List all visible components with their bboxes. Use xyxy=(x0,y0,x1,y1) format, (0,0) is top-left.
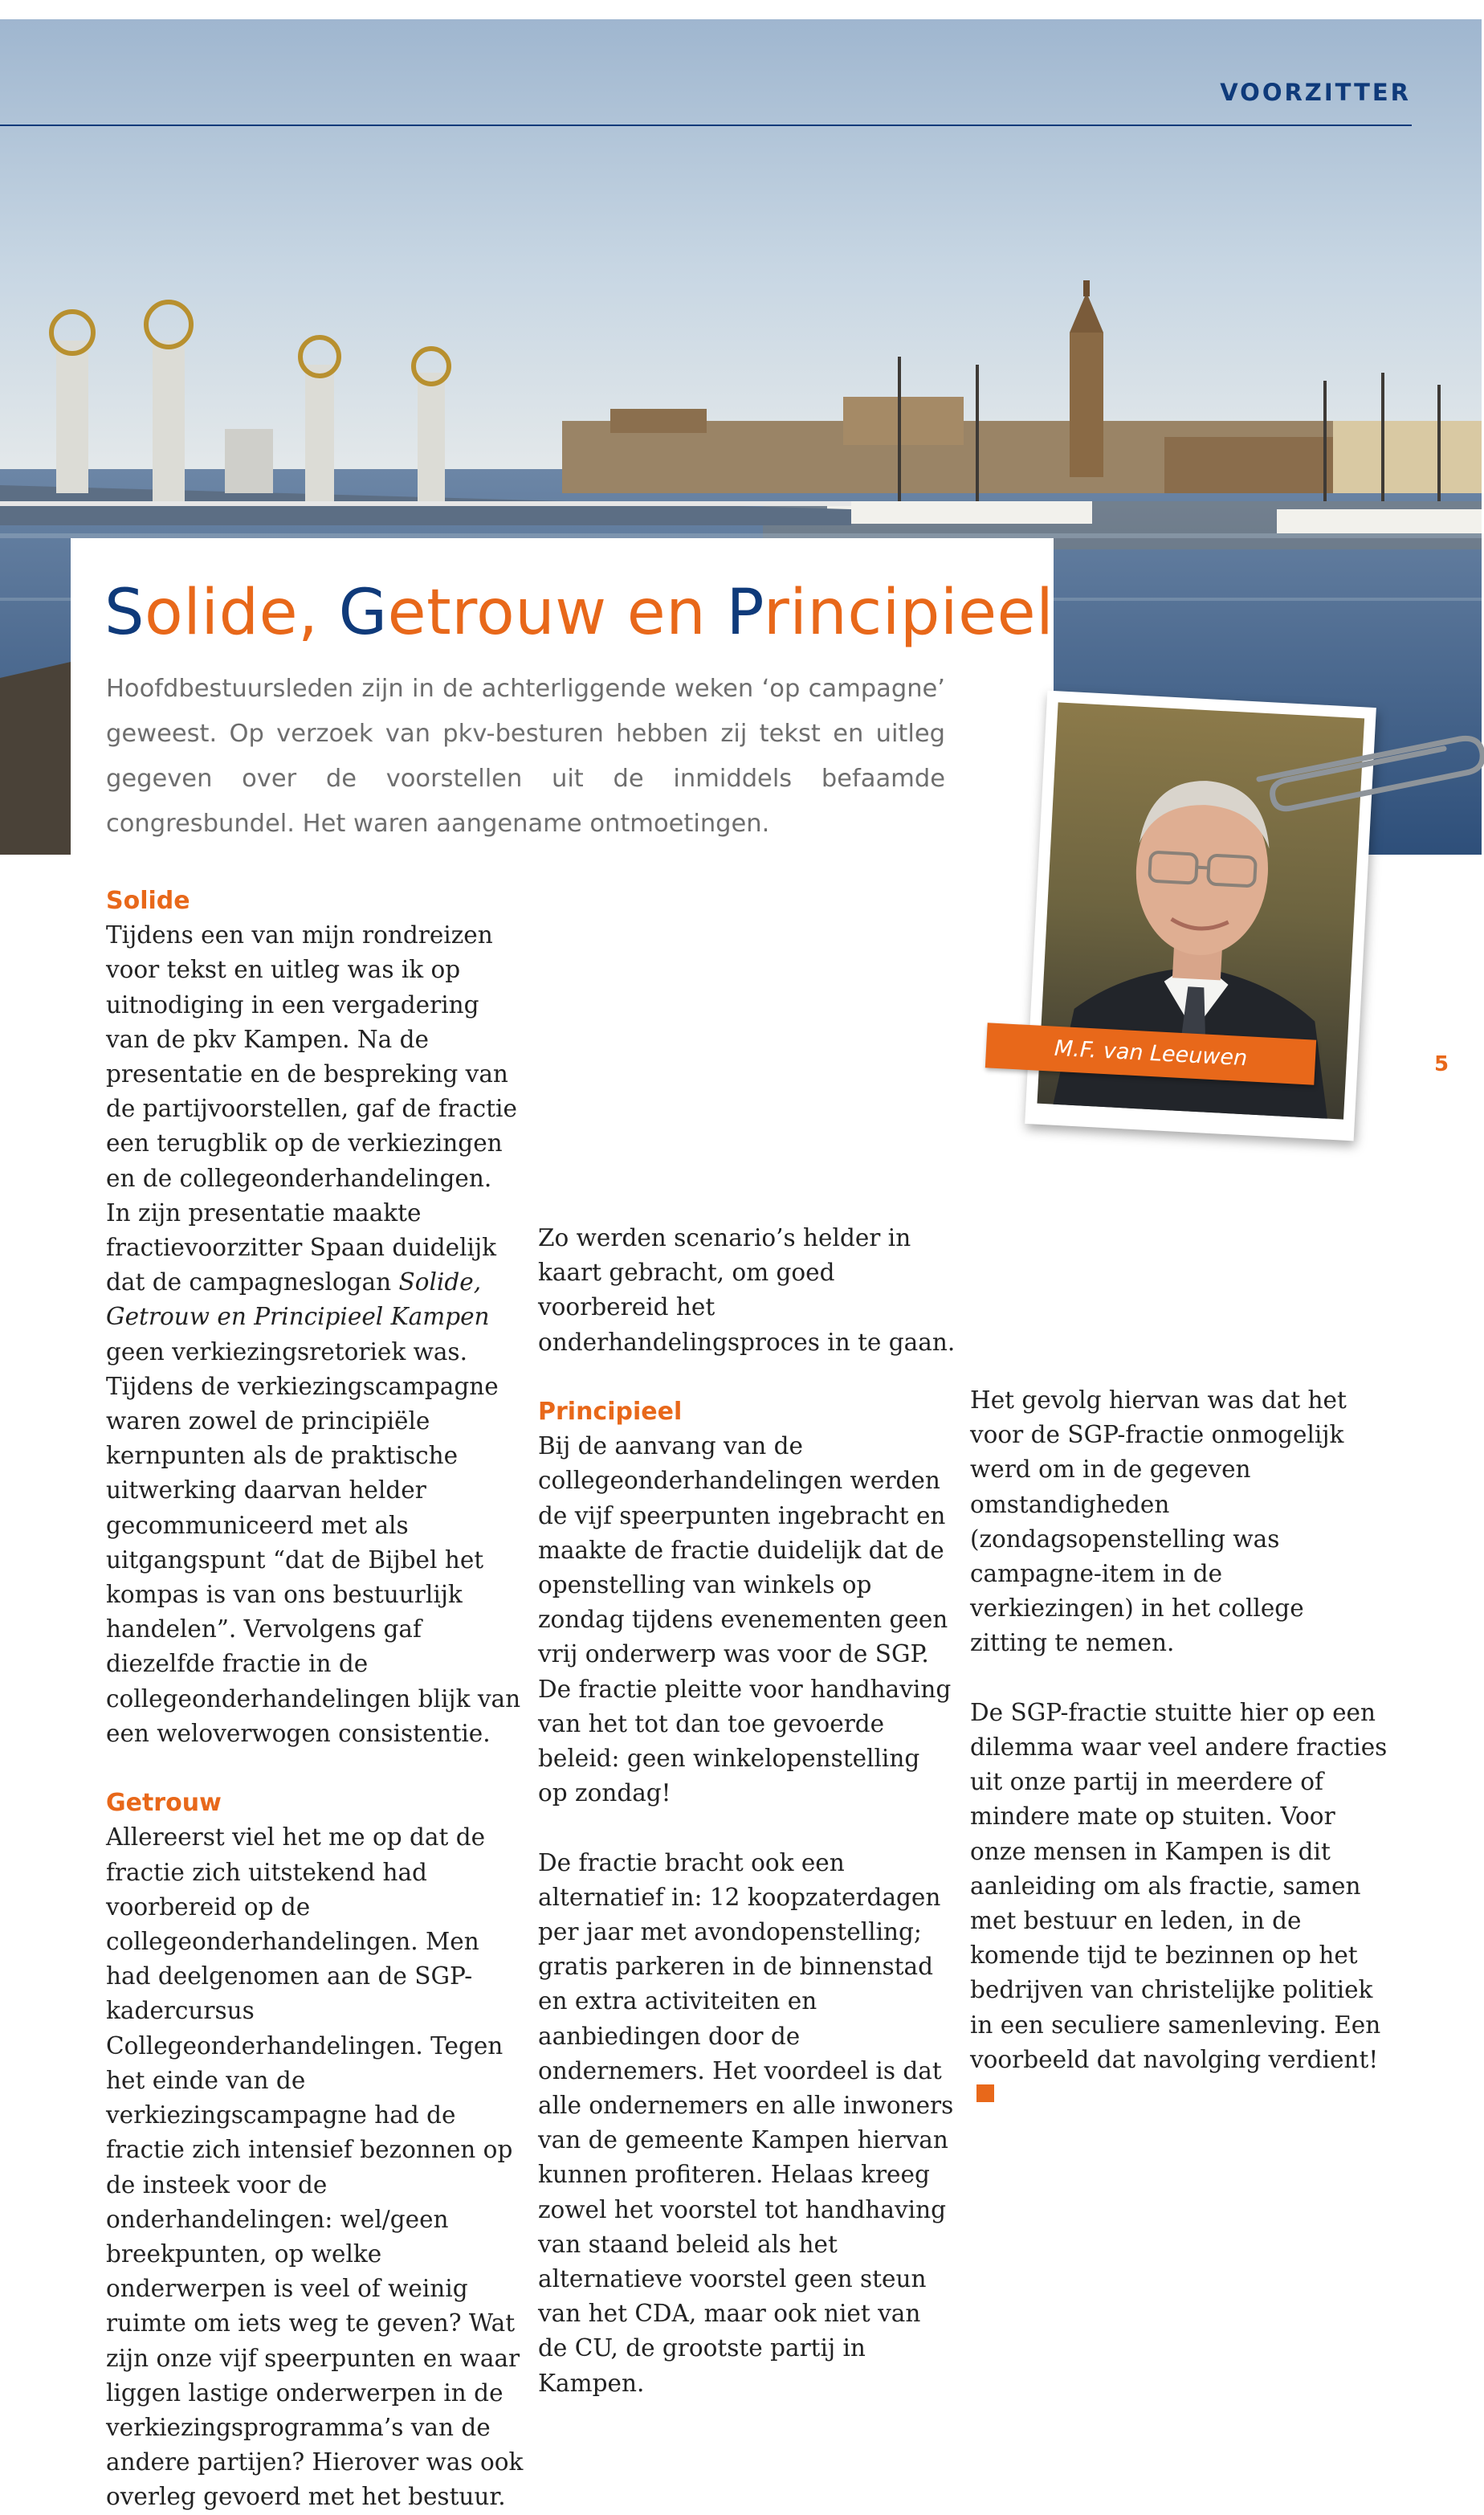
paperclip-icon xyxy=(1243,723,1484,827)
heading-getrouw: Getrouw xyxy=(106,1789,222,1818)
heading-solide: Solide xyxy=(106,887,190,915)
body-column-1 xyxy=(106,884,524,2511)
paragraph-principieel-3: Het gevolg hiervan was dat het voor de SGP-fractie onmogelijk werd om in de gegeven omstandigheden (zondagsopenstelling was campagne-item in de verkiezingen) in het college zitting te nemen. xyxy=(970,1386,1347,1657)
paragraph-solide: Tijdens een van mijn rondreizen voor tekst en uitleg was ik op uitnodiging in een vergadering van de pkv Kampen. Na de presentatie en de bespreking van de partijvoorstellen, gaf de fractie een terugblik op de verkiezingen en de collegeonderhandelingen. In zijn presentatie maakte fractievoorzitter Spaan duidelijk dat de campagneslogan Solide, Getrouw en Principieel Kampen geen verkiezingsretoriek was. Tijdens de verkiezingscampagne waren zowel de principiële kernpunten als de praktische uitwerking daarvan helder gecommuniceerd met als uitgangspunt “dat de Bijbel het kompas is van ons bestuurlijk handelen”. Vervolgens gaf diezelfde fractie in de collegeonderhandelingen blijk van een weloverwogen consistentie. xyxy=(106,921,521,1747)
paragraph-principieel-2: De fractie bracht ook een alternatief in: 12 koopzaterdagen per jaar met avondopenstelling; gratis parkeren in de binnenstad en extra activiteiten en aanbiedingen door de ondernemers. Het voordeel is dat alle ondernemers en alle inwoners van de gemeente Kampen hiervan kunnen profiteren. Helaas kreeg zowel het voorstel tot handhaving van staand beleid als het alternatieve voorstel geen steun van het CDA, maar ook niet van de CU, de grootste partij in Kampen. xyxy=(538,1848,954,2397)
body-column-2 xyxy=(538,884,956,2397)
section-label: VOORZITTER xyxy=(1220,79,1411,106)
paragraph-getrouw-1: Allereerst viel het me op dat de fractie zich uitstekend had voorbereid op de collegeonderhandelingen. Men had deelgenomen aan de SGP-kadercursus Collegeonderhandelingen. Tegen het einde van de verkiezingscampagne had de fractie zich intensief bezonnen op de insteek voor de onderhandelingen: wel/geen breekpunten, op welke onderwerpen is veel of weinig ruimte om iets weg te geven? Wat zijn onze vijf speerpunten en waar liggen lastige onderwerpen in de verkiezingsprogramma’s van de andere partijen? Hierover was ook overleg gevoerd met het bestuur. xyxy=(106,1823,524,2511)
heading-principieel: Principieel xyxy=(538,1398,683,1426)
header-divider xyxy=(0,125,1412,126)
page-number: 5 xyxy=(1434,1052,1449,1076)
paragraph-principieel-4: De SGP-fractie stuitte hier op een dilemma waar veel andere fracties uit onze partij in meerdere of mindere mate op stuiten. Voor onze mensen in Kampen is dit aanleiding om als fractie, samen met bestuur en leden, in de komende tijd te bezinnen op het bedrijven van christelijke politiek in een seculiere samenleving. Een voorbeeld dat navolging verdient! xyxy=(970,1696,1388,2112)
photo-caption: M.F. van Leeuwen xyxy=(985,1023,1316,1084)
body-column-3 xyxy=(970,1145,1388,2112)
paragraph-getrouw-2: Zo werden scenario’s helder in kaart gebracht, om goed voorbereid het onderhandelingsproces in te gaan. xyxy=(538,1224,956,1356)
end-of-article-icon xyxy=(976,2084,994,2102)
paragraph-principieel-1: Bij de aanvang van de collegeonderhandelingen werden de vijf speerpunten ingebracht en maakte de fractie duidelijk dat de openstelling van winkels op zondag tijdens evenementen geen vrij onderwerp was voor de SGP. De fractie pleitte voor handhaving van het tot dan toe gevoerde beleid: geen winkelopenstelling op zondag! xyxy=(538,1432,952,1807)
article-title: Solide, Getrouw en Principieel xyxy=(104,577,1054,649)
article-lead: Hoofdbestuursleden zijn in de achterliggende weken ‘op campagne’ geweest. Op verzoek van pkv-besturen hebben zij tekst en uitleg gegeven over de voorstellen uit de inmiddels befaamde congresbundel. Het waren aangename ontmoetingen. xyxy=(106,675,945,838)
